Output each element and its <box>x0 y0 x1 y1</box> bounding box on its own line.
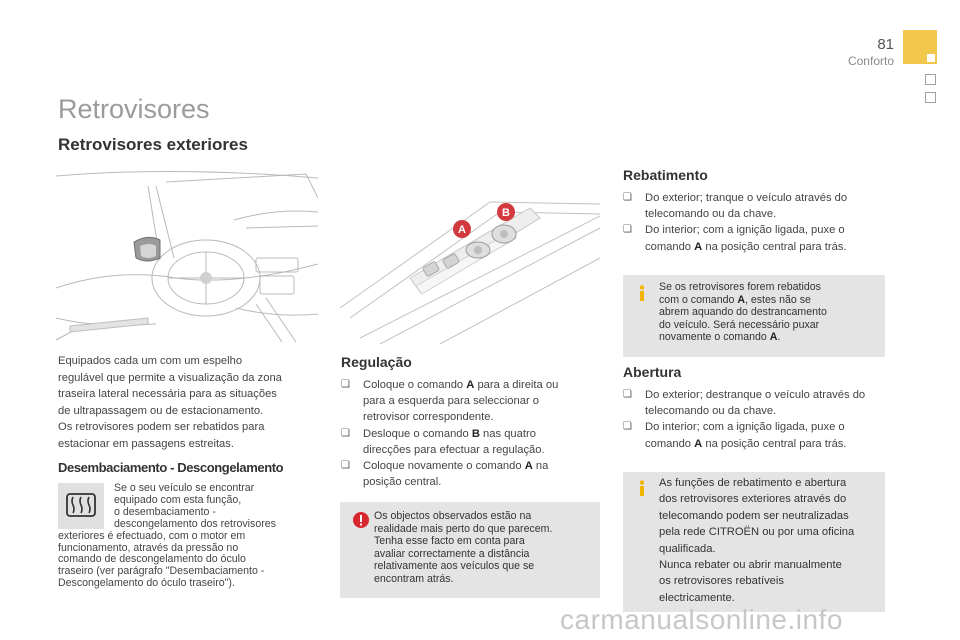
abertura-list <box>623 387 885 452</box>
intro-paragraph: Equipados cada um com um espelho regulável que permite a visualização da zona traseira lateral necessária para as situações de ultrapassagem ou de estacionamento. Os retrovisores podem ser rebatidos para estacionar em passagens estreitas. <box>58 355 282 450</box>
checkbox-icon: ❏ <box>623 421 632 433</box>
checkbox-icon: ❏ <box>341 427 350 439</box>
checkbox-icon: ❏ <box>341 379 350 390</box>
section-label: Conforto <box>847 54 894 68</box>
control-label-a: A <box>458 224 466 236</box>
list-item: ❏ Do interior; com a ignição ligada, puxe o comando A na posição central para trás. <box>623 421 847 450</box>
page-marker-box <box>925 74 936 85</box>
abertura-heading: Abertura <box>623 364 682 380</box>
regulacao-heading: Regulação <box>341 354 412 370</box>
warning-icon <box>353 512 369 528</box>
info-icon <box>635 480 649 496</box>
checkbox-icon: ❏ <box>341 460 350 472</box>
watermark: carmanualsonline.info <box>560 604 843 635</box>
defrost-heading: Desembaciamento - Descongelamento <box>58 460 284 475</box>
list-item: ❏ Do exterior; destranque o veículo através do telecomando ou da chave. <box>623 389 866 418</box>
list-item: ❏ Desloque o comando B nas quatro direcções para efectuar a regulação. <box>341 427 545 456</box>
page-number: 81 <box>877 36 894 53</box>
list-item: ❏ Coloque o comando A para a direita ou para a esquerda para seleccionar o retrovisor correspondente. <box>341 379 559 424</box>
list-item: ❏ Coloque novamente o comando A na posição central. <box>341 460 549 489</box>
control-label-b: B <box>502 207 510 219</box>
info-note-neutralize: As funções de rebatimento e abertura dos retrovisores exteriores através do telecomando podem ser neutralizadas pela rede CITROËN ou por uma oficina qualificada. Nunca rebater ou abrir manualmente os retrovisores rebatíveis electricamente. <box>623 472 885 612</box>
warning-note: Os objectos observados estão na realidade mais perto do que parecem. Tenha esse facto em conta para avaliar correctamente a distância relativamente aos veículos que se encontram atrás. <box>340 502 600 598</box>
list-item: ❏ Do exterior; tranque o veículo através do telecomando ou da chave. <box>623 192 848 221</box>
page-marker-box <box>925 92 936 103</box>
info-note-folding: Se os retrovisores forem rebatidos com o comando A, estes não se abrem aquando do destrancamento do veículo. Será necessário puxar novamente o comando A. <box>623 275 885 357</box>
car-interior-illustration <box>56 168 318 344</box>
list-item: ❏ Do interior; com a ignição ligada, puxe o comando A na posição central para trás. <box>623 224 847 253</box>
defrost-paragraph: Se o seu veículo se encontrar equipado com esta função, o desembaciamento - descongelamento dos retrovisores exteriores é efectuado, com o motor em funcionamento, através da pressão no comando de descongelamento do óculo traseiro (ver parágrafo "Desembaciamento - Descongelamento do óculo traseiro"). <box>58 482 276 590</box>
checkbox-icon: ❏ <box>623 224 632 236</box>
regulacao-list <box>341 377 581 490</box>
mirror-control-illustration <box>340 168 600 344</box>
info-icon <box>635 285 649 301</box>
page-title: Retrovisores <box>58 94 210 124</box>
rebatimento-list <box>623 190 885 255</box>
checkbox-icon: ❏ <box>623 192 632 203</box>
section-tab-marker <box>903 30 937 64</box>
rebatimento-heading: Rebatimento <box>623 167 708 183</box>
section-subtitle: Retrovisores exteriores <box>58 135 248 154</box>
checkbox-icon: ❏ <box>623 389 632 400</box>
